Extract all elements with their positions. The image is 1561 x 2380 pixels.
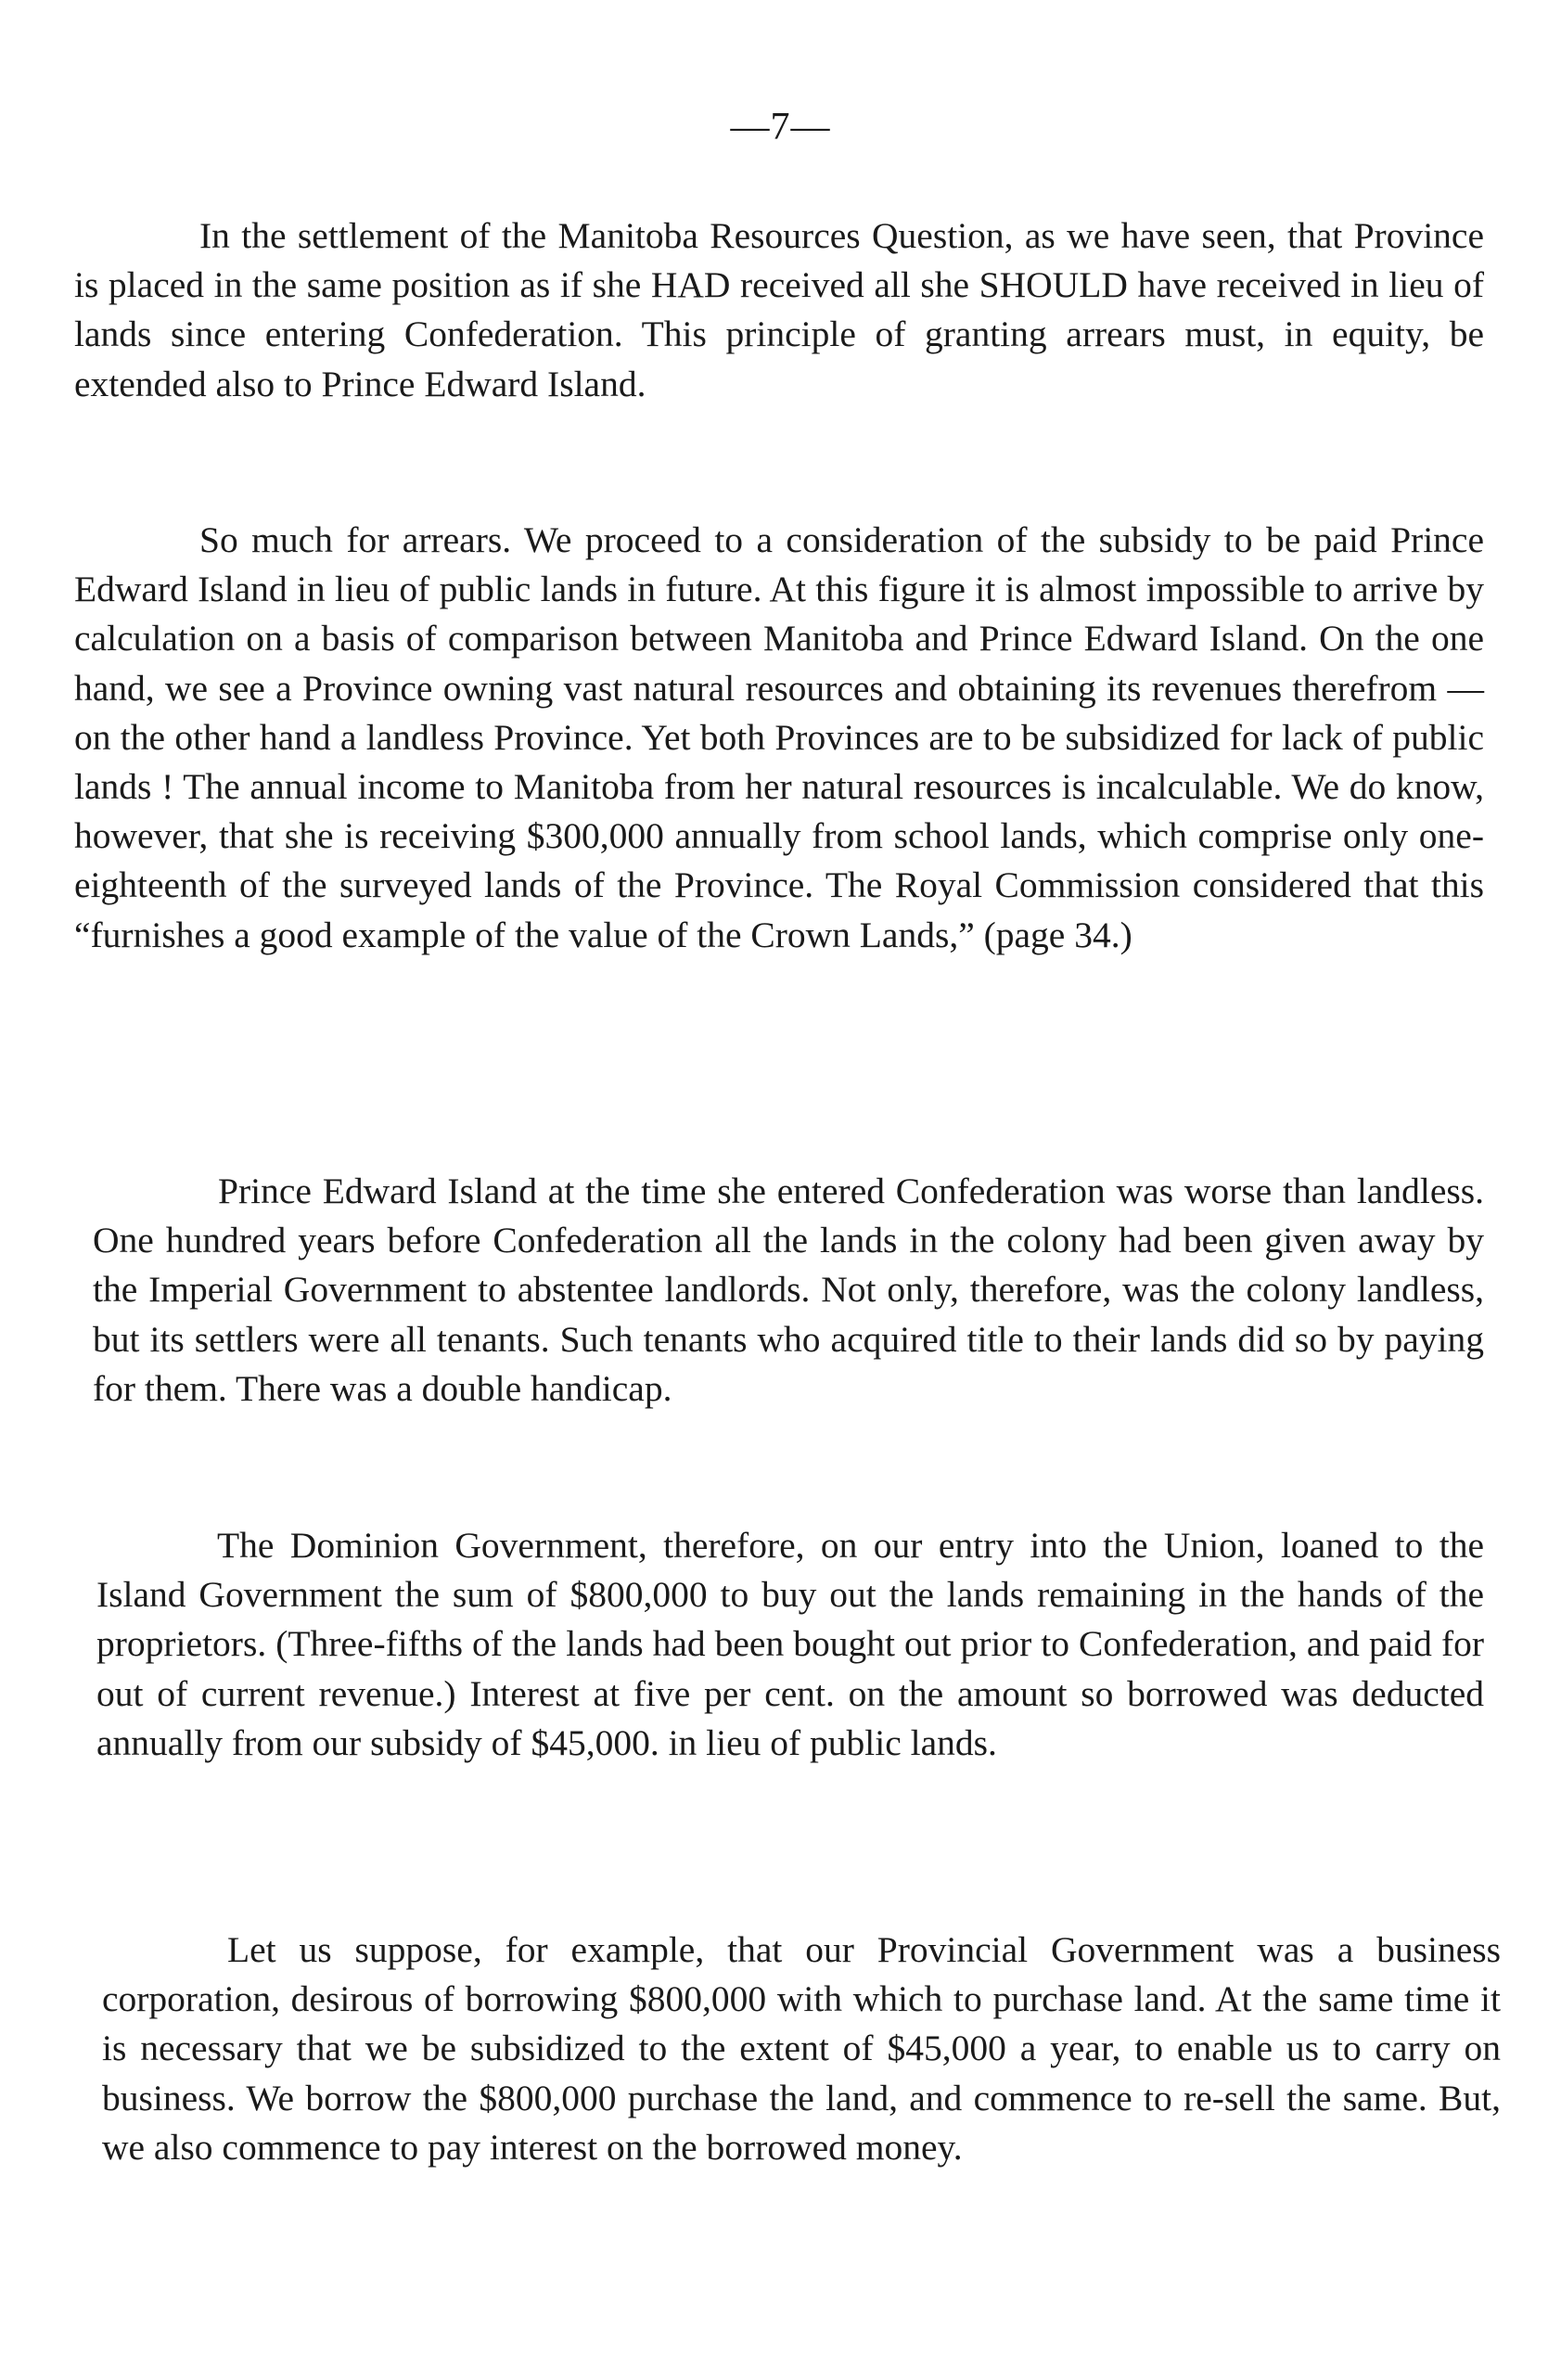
paragraph-landless-island: Prince Edward Island at the time she entered Confederation was worse than landless. One hundred years before Confederation all the lands in the colony had been given away by the Imperial Government to abstentee landlords. Not only, therefore, was the colony landless, but its settlers were all tenants. Such tenants who acquired title to their lands did so by paying for them. There was a double handicap. — [93, 1171, 1484, 1409]
page-number: —7— — [730, 106, 831, 148]
paragraph-dominion-loan: The Dominion Government, therefore, on our entry into the Union, loaned to the Island Government the sum of $800,000 to buy out the lands remaining in the hands of the proprietors. (Three-fifths of the lands had been bought out prior to Confederation, and paid for out of current revenue.) Interest at five per cent. on the amount so borrowed was deducted annually from our subsidy of $45,000. in lieu of public lands. — [96, 1525, 1484, 1763]
paragraph-manitoba-settlement: In the settlement of the Manitoba Resources Question, as we have seen, that Province is placed in the same position as if she HAD received all she SHOULD have received in lieu of lands since entering Confederation. This principle of granting arrears must, in equity, be extended also to Prince Edward Island. — [74, 215, 1484, 404]
paragraph-future-subsidy: So much for arrears. We proceed to a consideration of the subsidy to be paid Prince Edward Island in lieu of public lands in future. At this figure it is almost impossible to arrive by calculation on a basis of comparison between Manitoba and Prince Edward Island. On the one hand, we see a Province owning vast natural resources and obtaining its revenues therefrom — on the other hand a landless Province. Yet both Provinces are to be subsidized for lack of public lands ! The annual income to Manitoba from her natural resources is incalculable. We do know, however, that she is receiving $300,000 annually from school lands, which comprise only one-eighteenth of the surveyed lands of the Province. The Royal Commission considered that this “furnishes a good example of the value of the Crown Lands,” (page 34.) — [74, 519, 1484, 955]
paragraph-business-example: Let us suppose, for example, that our Provincial Government was a business corporation, desirous of borrowing $800,000 with which to purchase land. At the same time it is necessary that we be subsidized to the extent of $45,000 a year, to enable us to carry on business. We borrow the $800,000 purchase the land, and commence to re-sell the same. But, we also commence to pay interest on the borrowed money. — [102, 1929, 1501, 2168]
